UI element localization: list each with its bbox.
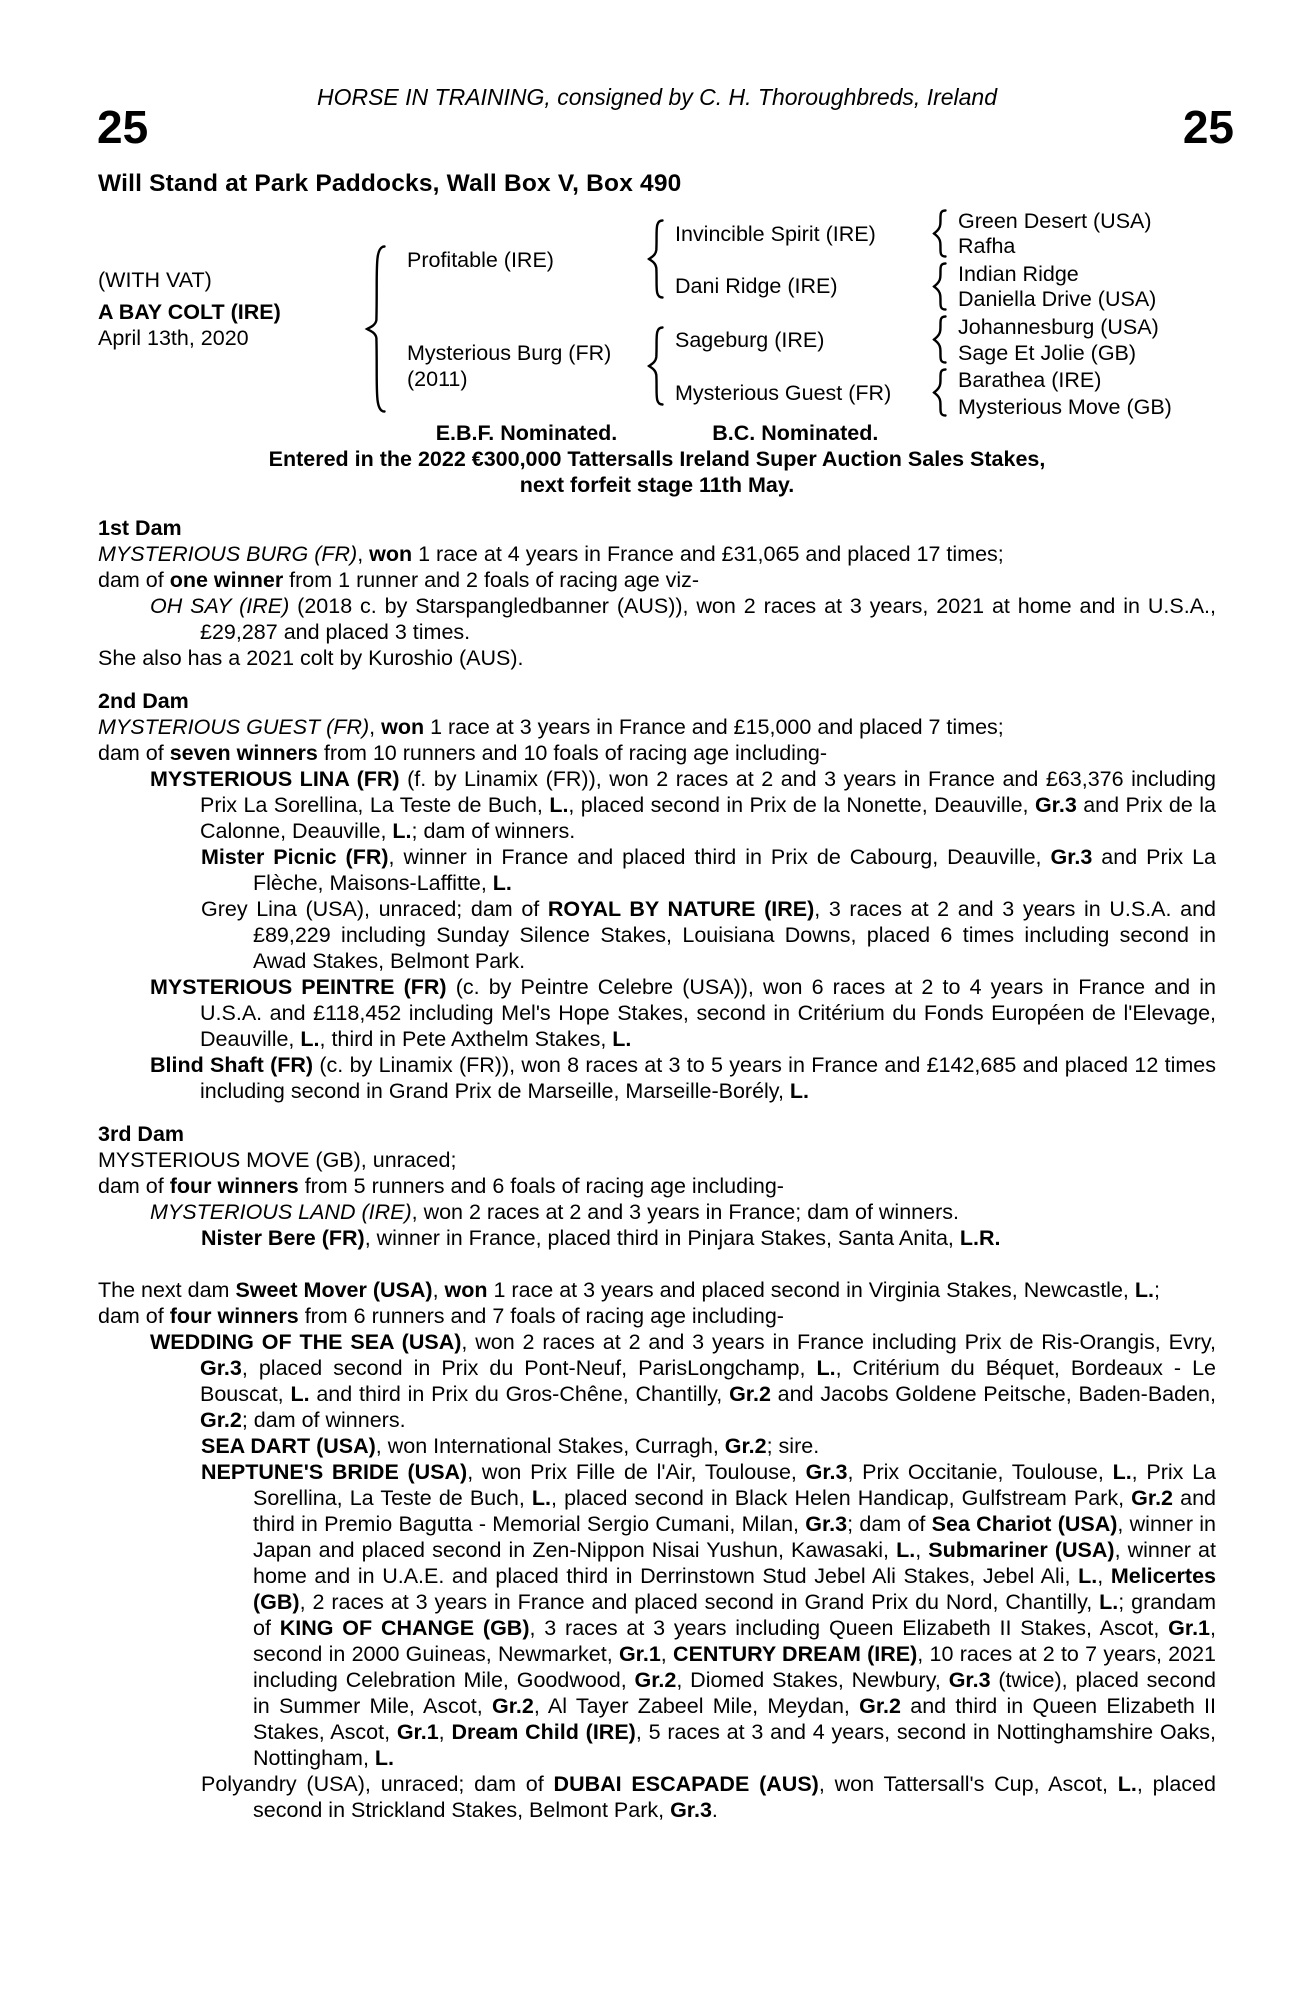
dam-section-heading: 3rd Dam (98, 1122, 185, 1146)
dam-dam-name: Mysterious Guest (FR) (675, 381, 892, 405)
catalogue-paragraph: Blind Shaft (FR) (c. by Linamix (FR)), won 8 races at 3 to 5 years in France and £142,685 and placed 12 times including second in Grand Prix de Marseille, Marseille-Borély, L. (150, 1053, 1217, 1103)
vat-note: (WITH VAT) (98, 268, 212, 292)
sire-dam-name: Dani Ridge (IRE) (675, 274, 838, 298)
dam-year: (2011) (407, 367, 468, 391)
dam-section-heading: 1st Dam (98, 516, 182, 540)
pedigree-brace-pair1-icon (933, 209, 947, 258)
nomination-line (98, 420, 1216, 446)
catalogue-paragraph: MYSTERIOUS MOVE (GB), unraced; (98, 1148, 457, 1172)
ebf-nominated: E.B.F. Nominated. (435, 421, 618, 445)
catalogue-paragraph: Polyandry (USA), unraced; dam of DUBAI ESCAPADE (AUS), won Tattersall's Cup, Ascot, L., placed second in Strickland Stakes, Belmont Park, Gr.3. (201, 1772, 1216, 1822)
catalogue-paragraph: dam of four winners from 6 runners and 7 foals of racing age including- (98, 1304, 784, 1328)
pedigree-brace-generation1-icon (366, 245, 386, 413)
lot-number-left: 25 (97, 101, 149, 153)
gg-dam2: Daniella Drive (USA) (958, 287, 1157, 311)
colt-name: A BAY COLT (IRE) (98, 300, 281, 324)
gg-sire2: Indian Ridge (958, 262, 1079, 286)
pedigree-brace-pair3-icon (933, 315, 947, 364)
pedigree-brace-dam-group-icon (648, 326, 664, 406)
foaling-date: April 13th, 2020 (98, 326, 249, 350)
sales-stakes-entry-line1: Entered in the 2022 €300,000 Tattersalls Ireland Super Auction Sales Stakes, (268, 447, 1046, 471)
dam-sire-name: Sageburg (IRE) (675, 328, 825, 352)
catalogue-paragraph: dam of four winners from 5 runners and 6 foals of racing age including- (98, 1174, 784, 1198)
catalogue-body (98, 420, 1216, 1823)
gg-dam4: Mysterious Move (GB) (958, 395, 1172, 419)
gg-sire1: Green Desert (USA) (958, 209, 1152, 233)
stand-location: Will Stand at Park Paddocks, Wall Box V, Box 490 (98, 170, 682, 197)
dam-section (98, 1277, 1216, 1823)
catalogue-paragraph: WEDDING OF THE SEA (USA), won 2 races at 2 and 3 years in France including Prix de Ris-Orangis, Evry, Gr.3, placed second in Prix du Pont-Neuf, ParisLongchamp, L., Critérium du Béquet, Bordeaux - Le Bouscat, L. and third in Prix du Gros-Chêne, Chantilly, Gr.2 and Jacobs Goldene Peitsche, Baden-Baden, Gr.2; dam of winners. (150, 1330, 1217, 1432)
catalogue-paragraph: OH SAY (IRE) (2018 c. by Starspangledbanner (AUS)), won 2 races at 3 years, 2021 at home and in U.S.A., £29,287 and placed 3 times. (150, 594, 1216, 644)
catalogue-paragraph: The next dam Sweet Mover (USA), won 1 race at 3 years and placed second in Virginia Stakes, Newcastle, L.; (98, 1278, 1160, 1302)
catalogue-paragraph: MYSTERIOUS LINA (FR) (f. by Linamix (FR)), won 2 races at 2 and 3 years in France and £63,376 including Prix La Sorellina, La Teste de Buch, L., placed second in Prix de la Nonette, Deauville, Gr.3 and Prix de la Calonne, Deauville, L.; dam of winners. (150, 767, 1216, 843)
catalogue-paragraph: NEPTUNE'S BRIDE (USA), won Prix Fille de l'Air, Toulouse, Gr.3, Prix Occitanie, Toulouse, L., Prix La Sorellina, La Teste de Buch, L., placed second in Black Helen Handicap, Gulfstream Park, Gr.2 and third in Premio Bagutta - Memorial Sergio Cumani, Milan, Gr.3; dam of Sea Chariot (USA), winner in Japan and placed second in Zen-Nippon Nisai Yushun, Kawasaki, L., Submariner (USA), winner at home and in U.A.E. and placed third in Derrinstown Stud Jebel Ali Stakes, Jebel Ali, L., Melicertes (GB), 2 races at 3 years in France and placed second in Grand Prix du Nord, Chantilly, L.; grandam of KING OF CHANGE (GB), 3 races at 3 years including Queen Elizabeth II Stakes, Ascot, Gr.1, second in 2000 Guineas, Newmarket, Gr.1, CENTURY DREAM (IRE), 10 races at 2 to 7 years, 2021 including Celebration Mile, Goodwood, Gr.2, Diomed Stakes, Newbury, Gr.3 (twice), placed second in Summer Mile, Ascot, Gr.2, Al Tayer Zabeel Mile, Meydan, Gr.2 and third in Queen Elizabeth II Stakes, Ascot, Gr.1, Dream Child (IRE), 5 races at 3 and 4 years, second in Nottinghamshire Oaks, Nottingham, L. (201, 1460, 1217, 1770)
catalogue-paragraph: MYSTERIOUS PEINTRE (FR) (c. by Peintre Celebre (USA)), won 6 races at 2 to 4 years in France and in U.S.A. and £118,452 including Mel's Hope Stakes, second in Critérium du Fonds Européen de l'Elevage, Deauville, L., third in Pete Axthelm Stakes, L. (150, 975, 1216, 1051)
dam-name: Mysterious Burg (FR) (407, 341, 612, 365)
sales-stakes-entry-line2: next forfeit stage 11th May. (519, 473, 795, 497)
catalogue-paragraph: MYSTERIOUS BURG (FR), won 1 race at 4 years in France and £31,065 and placed 17 times; (98, 542, 1004, 566)
catalogue-paragraph: SEA DART (USA), won International Stakes, Curragh, Gr.2; sire. (201, 1434, 820, 1458)
pedigree-brace-pair4-icon (933, 368, 947, 417)
gg-sire4: Barathea (IRE) (958, 368, 1102, 392)
dam-section (98, 1121, 1216, 1251)
sire-name: Profitable (IRE) (407, 248, 554, 272)
dam-section-heading: 2nd Dam (98, 689, 189, 713)
gg-dam1: Rafha (958, 234, 1016, 258)
dam-section (98, 688, 1216, 1104)
sire-sire-name: Invincible Spirit (IRE) (675, 222, 876, 246)
catalogue-paragraph: Grey Lina (USA), unraced; dam of ROYAL BY NATURE (IRE), 3 races at 2 and 3 years in U.S.A. and £89,229 including Sunday Silence Stakes, Louisiana Downs, placed 6 times including second in Awad Stakes, Belmont Park. (201, 897, 1216, 973)
consignor-line: HORSE IN TRAINING, consigned by C. H. Thoroughbreds, Ireland (316, 84, 998, 110)
catalogue-paragraph: Nister Bere (FR), winner in France, placed third in Pinjara Stakes, Santa Anita, L.R. (201, 1226, 1001, 1250)
pedigree-brace-pair2-icon (933, 262, 947, 311)
catalogue-paragraph: dam of one winner from 1 runner and 2 foals of racing age viz- (98, 568, 700, 592)
bc-nominated: B.C. Nominated. (712, 421, 879, 445)
catalogue-sections (98, 515, 1216, 1823)
catalogue-paragraph: Mister Picnic (FR), winner in France and placed third in Prix de Cabourg, Deauville, Gr.3 and Prix La Flèche, Maisons-Laffitte, L. (201, 845, 1216, 895)
lot-number-right: 25 (1182, 101, 1234, 153)
gg-dam3: Sage Et Jolie (GB) (958, 341, 1137, 365)
catalogue-paragraph: dam of seven winners from 10 runners and 10 foals of racing age including- (98, 741, 828, 765)
dam-section (98, 515, 1216, 671)
catalogue-paragraph: MYSTERIOUS LAND (IRE), won 2 races at 2 and 3 years in France; dam of winners. (150, 1200, 959, 1224)
catalogue-paragraph: MYSTERIOUS GUEST (FR), won 1 race at 3 years in France and £15,000 and placed 7 times; (98, 715, 1004, 739)
catalogue-paragraph: She also has a 2021 colt by Kuroshio (AUS). (98, 646, 524, 670)
pedigree-brace-sire-group-icon (648, 219, 664, 299)
gg-sire3: Johannesburg (USA) (958, 315, 1159, 339)
